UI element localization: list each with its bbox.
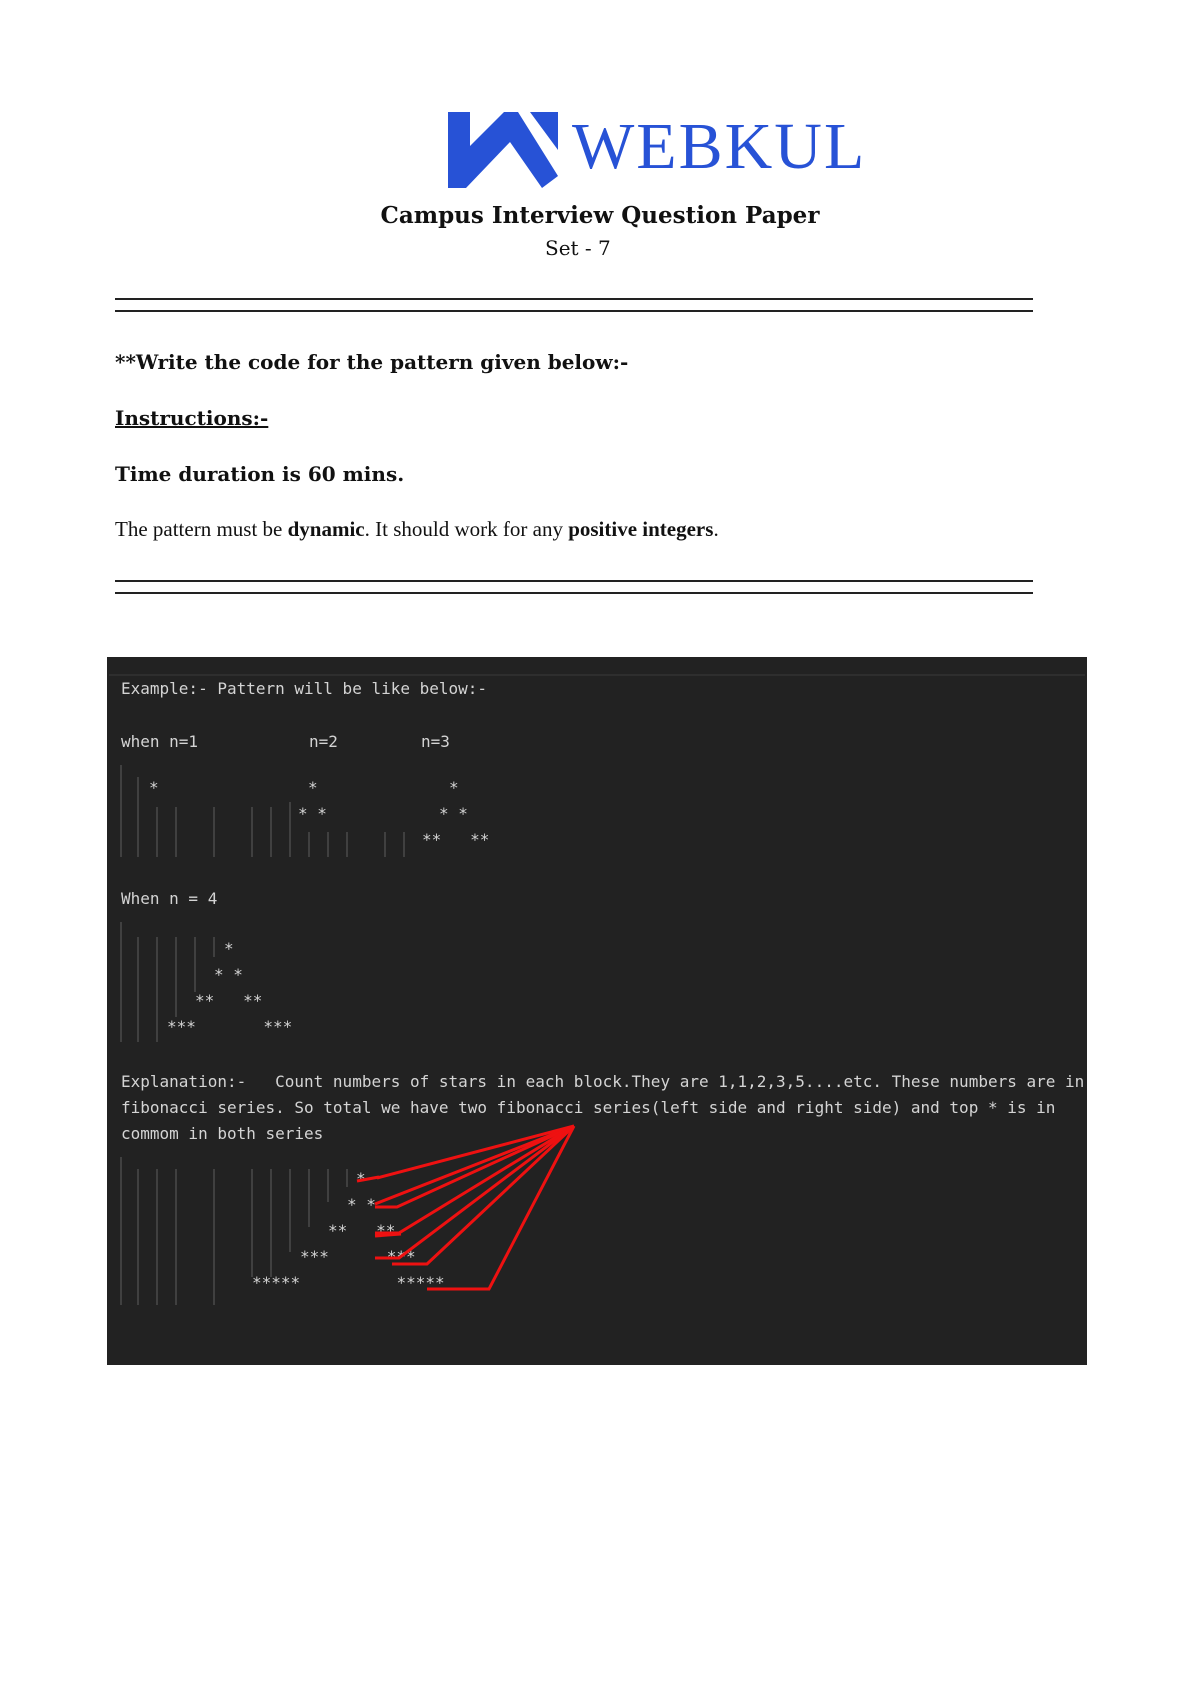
n4-row-1: * xyxy=(224,939,234,958)
pattern-note-term-positive: positive integers xyxy=(568,517,714,541)
page-subtitle: Set - 7 xyxy=(545,236,611,260)
indent-guides-block1 xyxy=(121,765,404,857)
n5-row-5: ***** ***** xyxy=(252,1273,445,1292)
n1-row-1: * xyxy=(149,778,159,797)
label-n2: n=2 xyxy=(309,732,338,751)
n2-row-1: * xyxy=(308,778,318,797)
page-title: Campus Interview Question Paper xyxy=(380,202,820,229)
explanation-line-1: Explanation:- Count numbers of stars in each block.They are 1,1,2,3,5....etc. These numbers are in xyxy=(121,1072,1085,1091)
example-heading: Example:- Pattern will be like below:- xyxy=(121,679,488,698)
n5-row-1: * xyxy=(356,1169,366,1188)
time-duration: Time duration is 60 mins. xyxy=(115,462,405,486)
pattern-note xyxy=(115,517,719,542)
instructions-heading: Instructions:- xyxy=(115,406,269,430)
n3-row-2: * * xyxy=(439,804,468,823)
label-n3: n=3 xyxy=(421,732,450,751)
n3-row-1: * xyxy=(449,778,459,797)
n4-row-2: * * xyxy=(214,965,243,984)
explanation-line-2: fibonacci series. So total we have two fibonacci series(left side and right side) and top * is in xyxy=(121,1098,1056,1117)
n3-row-3: ** ** xyxy=(422,830,490,849)
explanation-line-3: commom in both series xyxy=(121,1124,324,1143)
n2-row-2: * * xyxy=(298,804,327,823)
webkul-logo xyxy=(446,110,867,190)
label-n4: When n = 4 xyxy=(121,889,218,908)
label-n1: when n=1 xyxy=(121,732,199,751)
webkul-logo-mark xyxy=(446,110,566,190)
task-statement: **Write the code for the pattern given below:- xyxy=(115,350,629,374)
divider-top xyxy=(115,298,1033,312)
divider-bottom xyxy=(115,580,1033,594)
n4-row-3: ** ** xyxy=(195,991,263,1010)
pattern-note-prefix: The pattern must be xyxy=(115,517,288,541)
n4-row-4: *** *** xyxy=(167,1017,293,1036)
n5-row-3: ** ** xyxy=(328,1221,396,1240)
brand-name: WEBKUL xyxy=(572,110,867,183)
example-canvas xyxy=(107,657,1087,1365)
n5-row-4: *** *** xyxy=(300,1247,416,1266)
pattern-note-suffix: . xyxy=(713,517,719,541)
example-screenshot xyxy=(107,657,1087,1365)
pattern-note-term-dynamic: dynamic xyxy=(287,517,365,541)
n5-row-2: * * xyxy=(347,1195,376,1214)
pattern-note-middle: . It should work for any xyxy=(364,517,569,541)
